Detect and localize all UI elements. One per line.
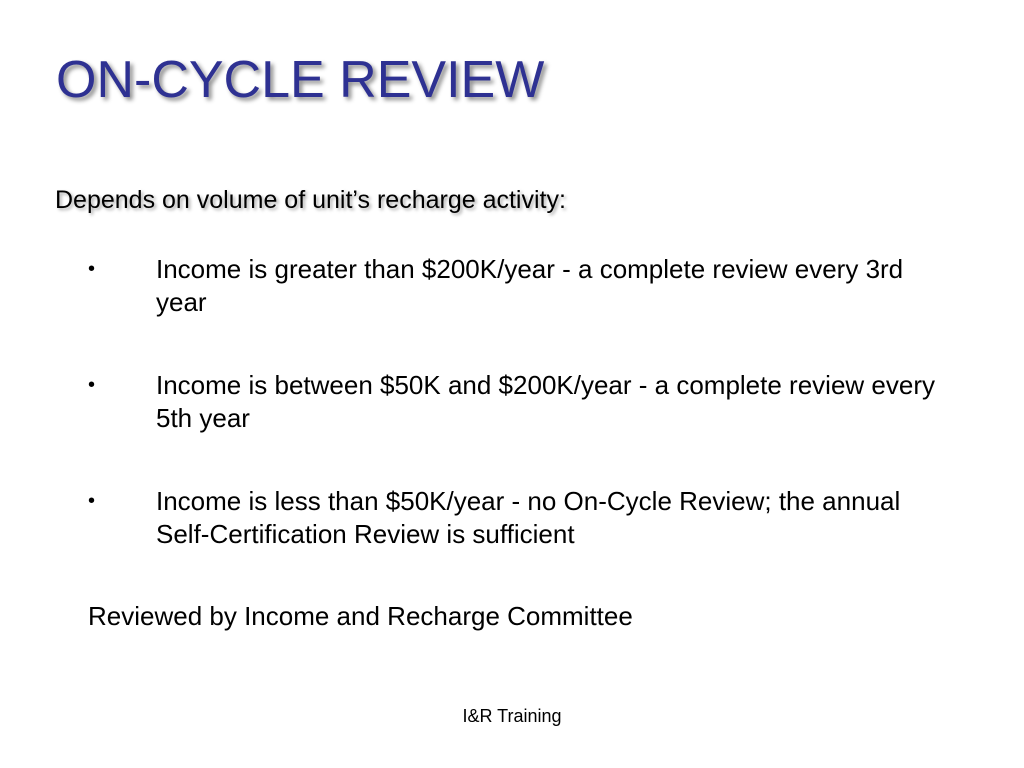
bullet-marker: • (88, 374, 96, 396)
bullet-list (88, 253, 958, 601)
bullet-text: Income is between $50K and $200K/year - a complete review every 5th year (156, 370, 935, 433)
bullet-text: Income is less than $50K/year - no On-Cycle Review; the annual Self-Certification Review is sufficient (156, 486, 901, 549)
bullet-marker: • (88, 258, 96, 280)
slide-title: ON-CYCLE REVIEW (56, 51, 545, 109)
bullet-text: Income is greater than $200K/year - a complete review every 3rd year (156, 254, 904, 317)
bullet-item (88, 253, 958, 319)
bullet-item (88, 369, 958, 435)
slide-subtitle: Depends on volume of unit’s recharge activity: (55, 186, 566, 214)
slide-footer: I&R Training (462, 706, 562, 726)
bullet-marker: • (88, 490, 96, 512)
reviewed-by-note: Reviewed by Income and Recharge Committee (88, 601, 633, 631)
bullet-item (88, 485, 958, 551)
